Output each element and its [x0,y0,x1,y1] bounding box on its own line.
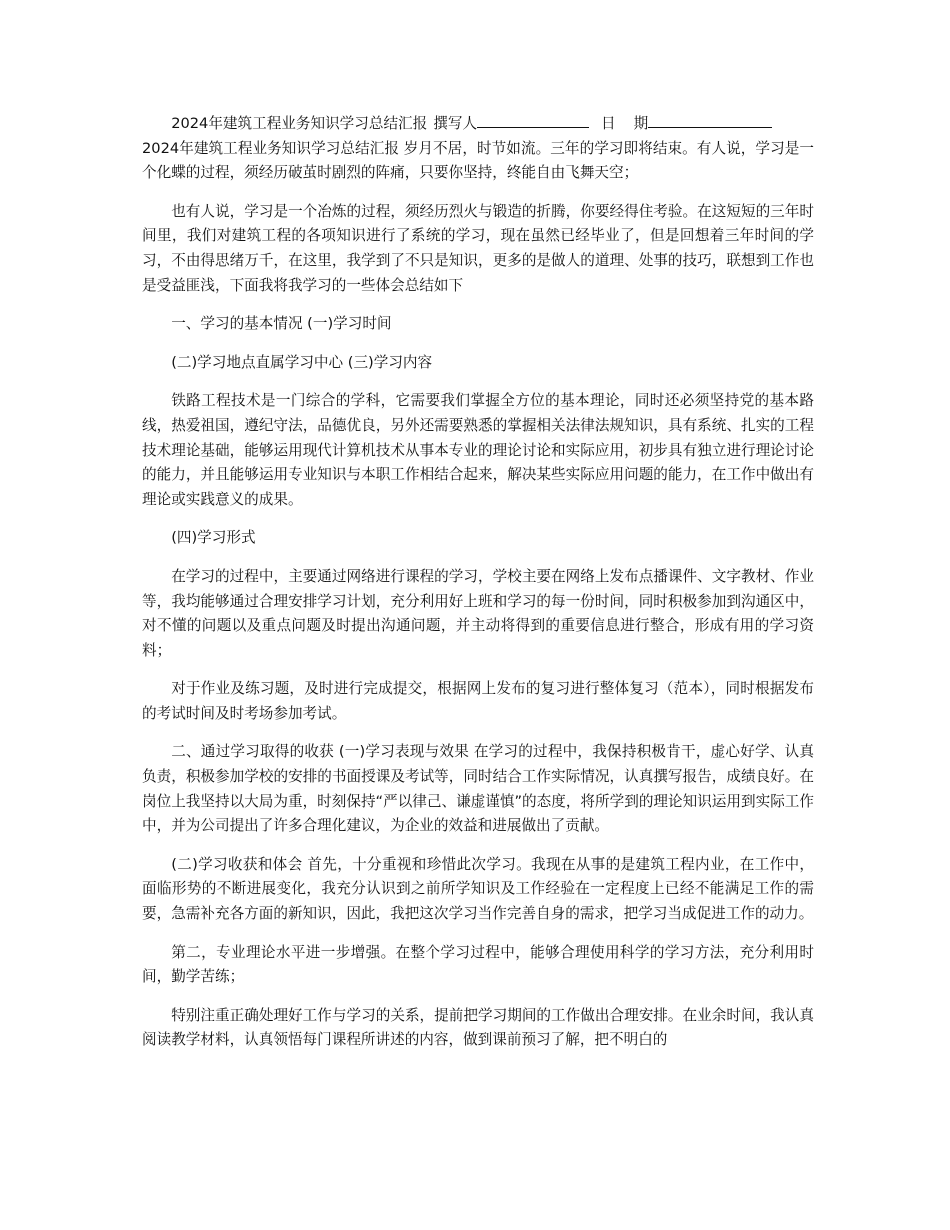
date-label-2: 期 [633,115,649,132]
paragraph-experience: (二)学习收获和体会 首先，十分重视和珍惜此次学习。我现在从事的是建筑工程内业，在工作中，面临形势的不断进展变化，我充分认识到之前所学知识及工作经验在一定程度上已经不能满足工作的需要，急需补充各方面的新知识，因此，我把这次学习当作完善自身的需求，把学习当成促进工作的动力。 [142,855,814,923]
date-label-1: 日 [601,115,616,132]
document-header [142,112,814,186]
author-blank [477,113,589,128]
document-page [142,112,814,1067]
paragraph-work-study: 特别注重正确处理好工作与学习的关系，提前把学习期间的工作做出合理安排。在业余时间，我认真阅读教学材料，认真领悟每门课程所讲述的内容，做到课前预习了解，把不明白的 [142,1006,814,1049]
author-label: 撰写人 [433,115,478,132]
paragraph-2: 也有人说，学习是一个冶炼的过程，须经历烈火与锻造的折腾，你要经得住考验。在这短短的三年时间里，我们对建筑工程的各项知识进行了系统的学习，现在虽然已经毕业了，但是回想着三年时间的学习，不由得思绪万千，在这里，我学到了不只是知识，更多的是做人的道理、处事的技巧，联想到工作也是受益匪浅，下面我将我学习的一些体会总结如下 [142,202,814,294]
paragraph-harvest: 二、通过学习取得的收获 (一)学习表现与效果 在学习的过程中，我保持积极肯干，虚心好学、认真负责，积极参加学校的安排的书面授课及考试等，同时结合工作实际情况，认真撰写报告，成绩良好。在岗位上我坚持以大局为重，时刻保持“严以律己、谦虚谨慎”的态度，将所学到的理论知识运用到实际工作中，并为公司提出了许多合理化建议，为企业的效益和进展做出了贡献。 [142,743,814,835]
section-heading-study-form: (四)学习形式 [171,529,256,547]
header-title: 2024年建筑工程业务知识学习总结汇报 [171,115,428,132]
paragraph-theory: 第二，专业理论水平进一步增强。在整个学习过程中，能够合理使用科学的学习方法，充分利用时间，勤学苦练； [142,943,814,986]
paragraph-study-process: 在学习的过程中，主要通过网络进行课程的学习，学校主要在网络上发布点播课件、文字教材、作业等，我均能够通过合理安排学习计划，充分利用好上班和学习的每一份时间，同时积极参加到沟通区中，对不懂的问题以及重点问题及时提出沟通问题，并主动将得到的重要信息进行整合，形成有用的学习资料； [142,567,814,659]
date-blank [648,113,772,128]
paragraph-homework: 对于作业及练习题，及时进行完成提交，根据网上发布的复习进行整体复习（范本），同时根据发布的考试时间及时考场参加考试。 [142,680,814,722]
paragraph-1: 2024年建筑工程业务知识学习总结汇报 岁月不居，时节如流。三年的学习即将结束。有人说，学习是一个化蝶的过程，须经历破茧时剧烈的阵痛，只要你坚持，终能自由飞舞天空； [142,139,814,182]
section-heading-1: 一、学习的基本情况 (一)学习时间 [171,315,392,333]
paragraph-study-content: 铁路工程技术是一门综合的学科，它需要我们掌握全方位的基本理论，同时还必须坚持党的基本路线，热爱祖国，遵纪守法，品德优良，另外还需要熟悉的掌握相关法律法规知识，具有系统、扎实的工程技术理论基础，能够运用现代计算机技术从事本专业的理论讨论和实际应用，初步具有独立进行理论讨论的能力，并且能够运用专业知识与本职工作相结合起来，解决某些实际应用问题的能力，在工作中做出有理论或实践意义的成果。 [142,392,814,508]
section-heading-2: (二)学习地点直属学习中心 (三)学习内容 [171,353,433,371]
